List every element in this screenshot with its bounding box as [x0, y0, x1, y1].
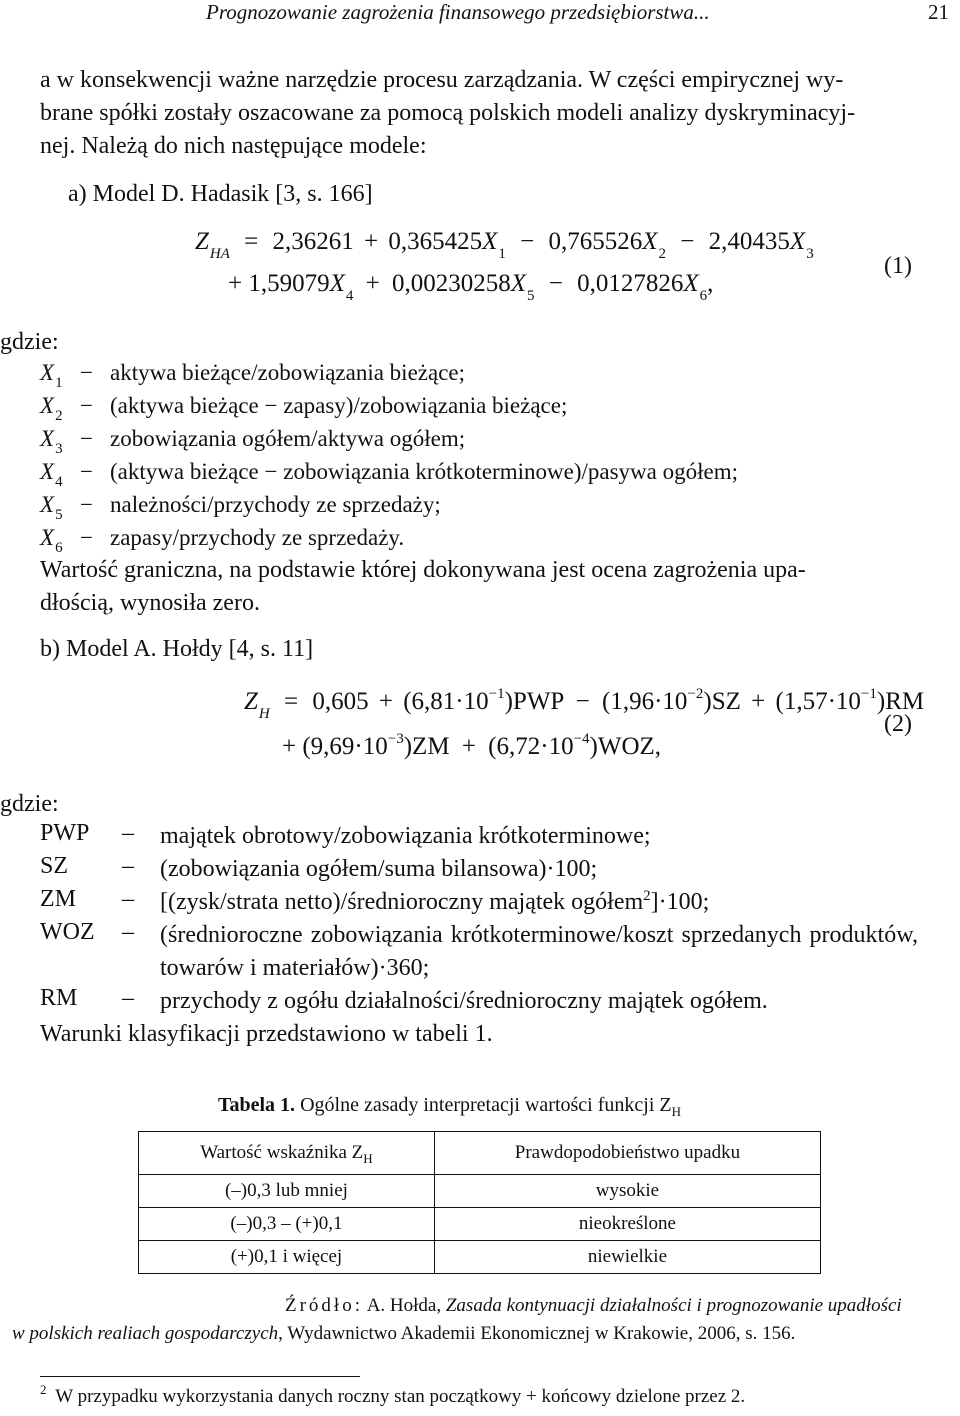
eq1-const: 2,36261 — [272, 228, 354, 255]
eq2-term2-exp: −2 — [687, 686, 704, 702]
variable-dash: − — [80, 393, 93, 418]
source-title-continued: w polskich realiach gospodarczych — [12, 1323, 279, 1344]
footnote-divider — [40, 1376, 360, 1377]
variable-symbol: X — [40, 393, 55, 418]
source-publisher: , Wydawnictwo Akademii Ekonomicznej w Krakowie, 2006, s. 156. — [278, 1323, 796, 1344]
variable-dash: − — [80, 360, 93, 385]
footnote-ref: 2 — [643, 888, 651, 904]
eq1-op4: + — [228, 270, 243, 297]
table-row — [139, 1208, 821, 1241]
variable-dash: − — [80, 525, 93, 550]
eq2-term3-var: )RM — [876, 688, 925, 715]
eq1-var4: X — [329, 270, 345, 297]
eq1-var5-sub: 5 — [527, 288, 535, 304]
eq2-term2: (1,96·10 — [602, 688, 688, 715]
variable-row — [40, 393, 738, 426]
eq2-term4: (9,69·10 — [302, 733, 388, 760]
gdzie-label-b: gdzie: — [0, 791, 59, 817]
variable-sub: 3 — [55, 441, 63, 457]
table-cell-value: (+)0,1 i więcej — [139, 1241, 435, 1274]
eq2-lhs-sub: H — [258, 706, 270, 722]
table-caption-text: Ogólne zasady interpretacji wartości funkcji Z — [300, 1094, 672, 1116]
definition-dash: – — [122, 886, 134, 912]
variable-description: (aktywa bieżące − zobowiązania krótkoterminowe)/pasywa ogółem; — [110, 459, 738, 484]
eq1-var5: X — [510, 270, 527, 297]
eq2-term3: (1,57·10 — [775, 688, 861, 715]
definition-key: RM — [40, 985, 78, 1011]
table-row — [139, 1241, 821, 1274]
eq1-op6: − — [548, 270, 563, 297]
equation-1-number: (1) — [884, 253, 912, 279]
eq2-term4-var: )ZM — [403, 733, 450, 760]
eq1-var1-sub: 1 — [498, 246, 506, 262]
equation-2-line-2 — [282, 733, 661, 761]
definition-description: przychody z ogółu działalności/średnioroczny majątek ogółem. — [160, 988, 768, 1014]
eq1-var2-sub: 2 — [658, 246, 667, 262]
variable-description: (aktywa bieżące − zapasy)/zobowiązania bieżące; — [110, 393, 568, 418]
variable-description: zobowiązania ogółem/aktywa ogółem; — [110, 426, 466, 451]
eq2-term5-exp: −4 — [573, 731, 590, 747]
eq1-var1: X — [482, 228, 498, 255]
eq1-coef3: 2,40435 — [708, 228, 790, 255]
eq2-term4-exp: −3 — [387, 731, 404, 747]
footnote-text: W przypadku wykorzystania danych roczny stan początkowy + końcowy dzielone przez 2. — [55, 1386, 746, 1407]
variable-dash: − — [80, 426, 93, 451]
table-header-value-text: Wartość wskaźnika Z — [200, 1142, 364, 1163]
variable-symbol: X — [40, 426, 55, 451]
table-cell-probability: wysokie — [434, 1175, 820, 1208]
eq1-op1: + — [364, 228, 379, 255]
eq2-op1: + — [378, 688, 393, 715]
source-title: Zasada kontynuacji działalności i prognozowanie upadłości — [445, 1295, 902, 1316]
variables-list — [40, 360, 738, 558]
definition-description: majątek obrotowy/zobowiązania krótkoterminowe; — [160, 823, 651, 849]
classification-note: Warunki klasyfikacji przedstawiono w tabeli 1. — [40, 1021, 493, 1047]
model-b-heading: b) Model A. Hołdy [4, s. 11] — [40, 636, 314, 662]
table-cell-probability: niewielkie — [434, 1241, 820, 1274]
eq1-op2: − — [520, 228, 535, 255]
page-number: 21 — [928, 0, 949, 24]
table-caption — [218, 1094, 681, 1117]
variable-sub: 2 — [55, 408, 63, 424]
table-cell-probability: nieokreślone — [434, 1208, 820, 1241]
source-author: A. Hołda, — [366, 1295, 442, 1316]
variable-row — [40, 360, 738, 393]
eq2-op2: − — [575, 688, 590, 715]
running-title: Prognozowanie zagrożenia finansowego przedsiębiorstwa... — [206, 0, 710, 24]
model-a-heading: a) Model D. Hadasik [3, s. 166] — [68, 181, 373, 207]
intro-line-2: brane spółki zostały oszacowane za pomocą polskich modeli analizy dyskryminacyj- — [40, 100, 856, 126]
threshold-line-1: Wartość graniczna, na podstawie której dokonywana jest ocena zagrożenia upa- — [40, 557, 806, 583]
variable-row — [40, 459, 738, 492]
table-header-row — [139, 1132, 821, 1175]
eq1-var3-sub: 3 — [806, 246, 814, 262]
variable-description: aktywa bieżące/zobowiązania bieżące; — [110, 360, 465, 385]
eq2-equals: = — [284, 688, 299, 715]
equation-2-number: (2) — [884, 711, 912, 737]
eq1-coef6: 0,0127826 — [577, 270, 684, 297]
definition-dash: – — [122, 853, 134, 879]
definition-key: WOZ — [40, 919, 95, 945]
eq1-var4-sub: 4 — [345, 288, 354, 304]
eq1-coef4: 1,59079 — [248, 270, 330, 297]
eq1-var6: X — [683, 270, 699, 297]
threshold-line-2: dłością, wynosiła zero. — [40, 590, 260, 616]
variable-description: zapasy/przychody ze sprzedaży. — [110, 525, 405, 550]
footnote — [40, 1382, 746, 1408]
variable-sub: 6 — [55, 540, 63, 556]
eq1-var6-sub: 6 — [699, 288, 708, 304]
definition-dash: – — [122, 919, 134, 945]
equation-1-line-1 — [195, 228, 814, 262]
table-header-probability: Prawdopodobieństwo upadku — [434, 1132, 820, 1175]
table-caption-label: Tabela 1. — [218, 1094, 296, 1116]
equation-2-line-1 — [244, 686, 925, 722]
table-caption-sub: H — [671, 1104, 681, 1119]
table-header-value-sub: H — [363, 1151, 373, 1166]
eq1-lhs-sub: HA — [209, 246, 230, 262]
intro-line-1: a w konsekwencji ważne narzędzie procesu zarządzania. W części empirycznej wy- — [40, 67, 844, 93]
equation-1-line-2 — [228, 270, 714, 304]
source-line-1 — [285, 1295, 902, 1317]
definition-key: ZM — [40, 886, 76, 912]
variable-sub: 1 — [55, 375, 63, 391]
eq1-var2: X — [642, 228, 658, 255]
interpretation-table — [138, 1131, 821, 1274]
eq2-op5: + — [461, 733, 476, 760]
variable-row — [40, 492, 738, 525]
eq2-op4: + — [282, 733, 297, 760]
variable-symbol: X — [40, 525, 55, 550]
source-label: Źródło: — [285, 1295, 363, 1316]
eq2-lhs: Z — [244, 688, 258, 715]
eq1-var3: X — [789, 228, 806, 255]
eq1-equals: = — [244, 228, 259, 255]
definition-key: SZ — [40, 853, 69, 879]
intro-line-3: nej. Należą do nich następujące modele: — [40, 133, 427, 159]
eq2-term1-var: )PWP — [504, 688, 564, 715]
eq2-term5: (6,72·10 — [488, 733, 574, 760]
gdzie-label-a: gdzie: — [0, 329, 59, 355]
variable-symbol: X — [40, 459, 55, 484]
definition-description: (zobowiązania ogółem/suma bilansowa)·100; — [160, 856, 598, 882]
variable-row — [40, 426, 738, 459]
variable-dash: − — [80, 459, 93, 484]
variable-sub: 5 — [55, 507, 63, 523]
footnote-mark: 2 — [40, 1382, 47, 1397]
eq2-term2-var: )SZ — [703, 688, 741, 715]
definition-description-main: [(zysk/strata netto)/średnioroczny majątek ogółem — [160, 889, 644, 915]
variable-sub: 4 — [55, 474, 63, 490]
definition-key: PWP — [40, 820, 90, 846]
definition-description: (średnioroczne zobowiązania krótkoterminowe/koszt sprzedanych produktów, towarów i materiałów)·360; — [160, 922, 918, 981]
eq2-term1-exp: −1 — [488, 686, 505, 702]
eq2-term3-exp: −1 — [860, 686, 877, 702]
eq1-op3: − — [680, 228, 695, 255]
eq2-op3: + — [751, 688, 766, 715]
variable-symbol: X — [40, 360, 55, 385]
eq1-end: , — [707, 270, 714, 297]
eq1-op5: + — [365, 270, 380, 297]
definition-description-end: ]·100; — [650, 889, 710, 915]
definition-dash: – — [122, 985, 134, 1011]
table-cell-value: (–)0,3 – (+)0,1 — [139, 1208, 435, 1241]
eq2-term5-var: )WOZ, — [589, 733, 662, 760]
variable-description: należności/przychody ze sprzedaży; — [110, 492, 441, 517]
variable-symbol: X — [40, 492, 55, 517]
table-header-value — [139, 1132, 435, 1175]
eq2-term1: (6,81·10 — [403, 688, 489, 715]
table-cell-value: (–)0,3 lub mniej — [139, 1175, 435, 1208]
definition-description — [160, 886, 918, 922]
eq1-coef1: 0,365425 — [388, 228, 483, 255]
eq2-const: 0,605 — [312, 688, 369, 715]
eq1-coef2: 0,765526 — [548, 228, 643, 255]
eq1-lhs: Z — [195, 228, 209, 255]
definition-dash: – — [122, 820, 134, 846]
source-line-2 — [12, 1323, 795, 1345]
table-row — [139, 1175, 821, 1208]
variable-dash: − — [80, 492, 93, 517]
eq1-coef5: 0,00230258 — [392, 270, 511, 297]
